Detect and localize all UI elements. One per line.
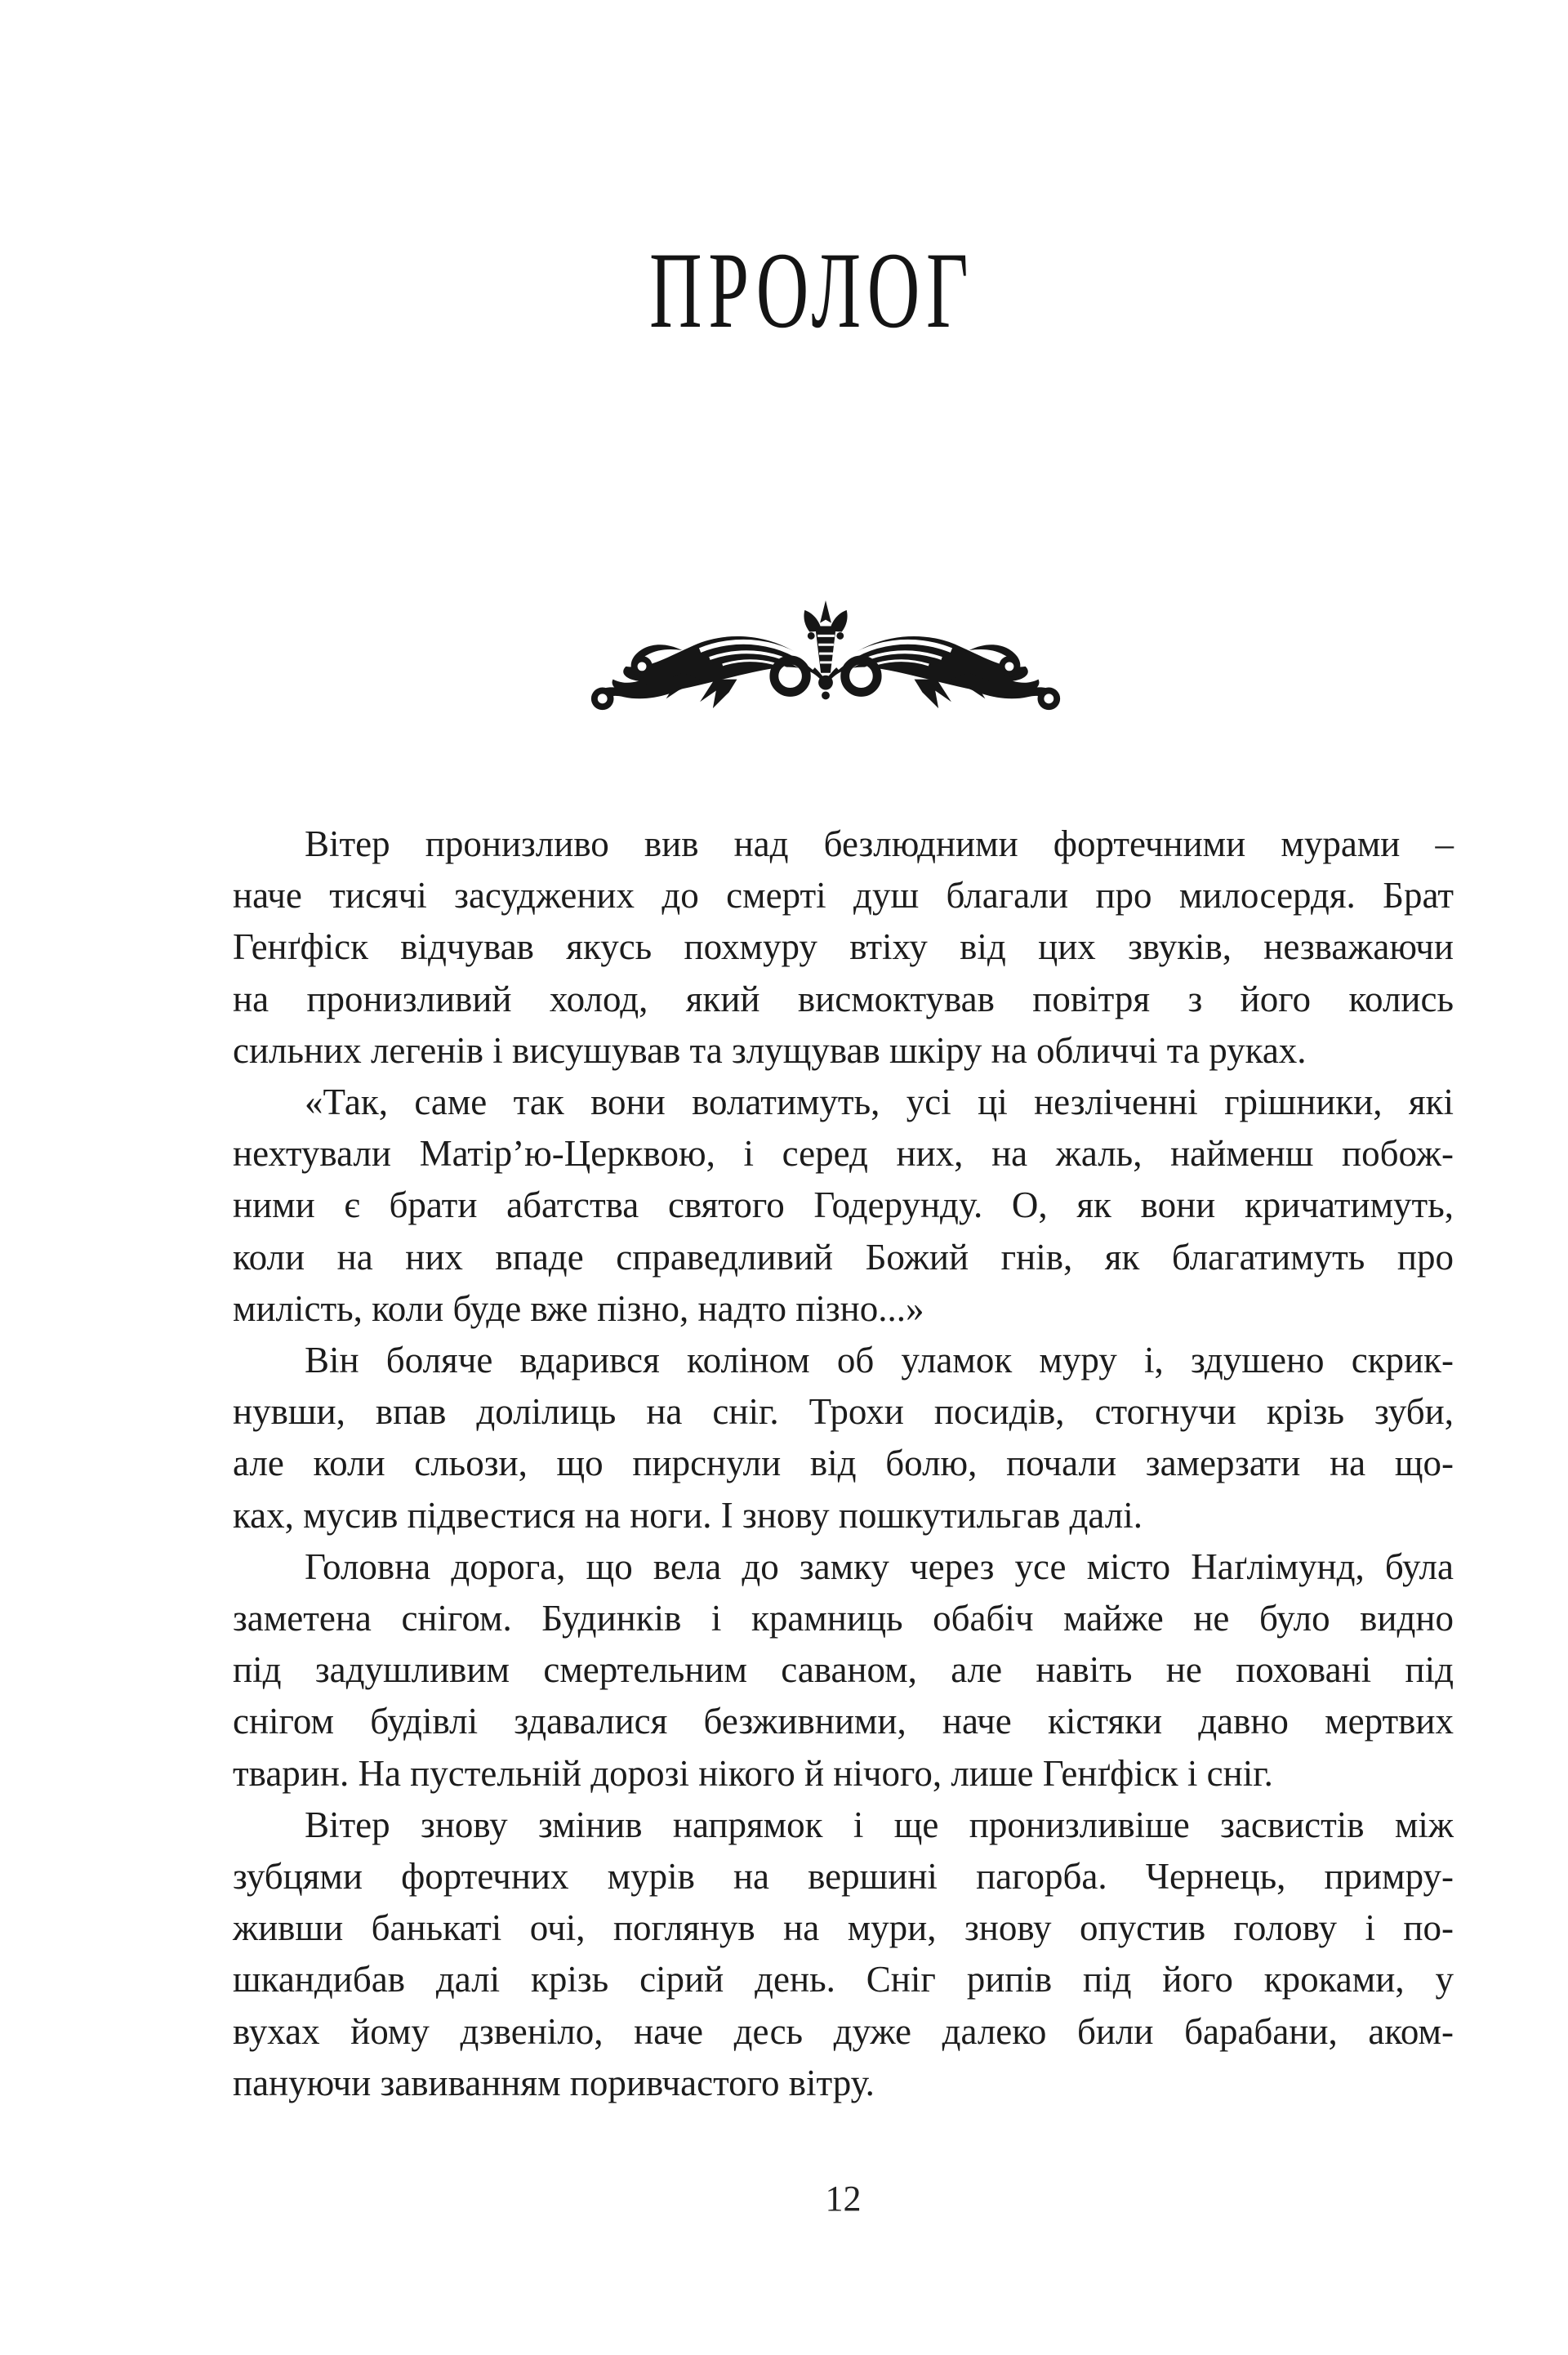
text-line: зубцями фортечних мурів на вершині пагорба. Чернець, примру- <box>233 1856 1454 1898</box>
text-line: наче тисячі засуджених до смерті душ благали про милосердя. Брат <box>233 875 1454 917</box>
paragraph <box>233 1335 1454 1541</box>
text-line: живши банькаті очі, поглянув на мури, знову опустив голову і по- <box>233 1907 1454 1949</box>
text-line: Генґфіск відчував якусь похмуру втіху від цих звуків, незважаючи <box>233 926 1454 968</box>
body-text <box>233 818 1454 2109</box>
paragraph <box>233 1541 1454 1800</box>
text-line: Він боляче вдарився коліном об уламок муру і, здушено скрик- <box>305 1340 1454 1381</box>
paragraph <box>233 818 1454 1077</box>
text-line: нехтували Матір’ю-Церквою, і серед них, на жаль, найменш побож- <box>233 1133 1454 1175</box>
paragraph <box>233 1800 1454 2109</box>
text-line: ними є брати абатства святого Годерунду. О, як вони кричатимуть, <box>233 1184 1454 1226</box>
text-line: «Так, саме так вони волатимуть, усі ці незліченні грішники, які <box>305 1082 1454 1123</box>
text-line: милість, коли буде вже пізно, надто пізно...» <box>233 1287 924 1329</box>
page-title: ПРОЛОГ <box>648 230 975 350</box>
text-line: коли на них впаде справедливий Божий гнів, як благатимуть про <box>233 1236 1454 1278</box>
paragraph <box>233 1077 1454 1335</box>
page-number: 12 <box>825 2179 862 2219</box>
text-line: снігом будівлі здавалися безживними, наче кістяки давно мертвих <box>233 1701 1454 1742</box>
text-line: тварин. На пустельній дорозі нікого й нічого, лише Генґфіск і сніг. <box>233 1752 1273 1794</box>
chapter-title-wrap <box>0 227 1568 353</box>
text-line: але коли сльози, що пирснули від болю, почали замерзати на що- <box>233 1443 1454 1484</box>
text-line: вухах йому дзвеніло, наче десь дуже далеко били барабани, аком- <box>233 2010 1454 2052</box>
text-line: сильних легенів і висушував та злущував шкіру на обличчі та руках. <box>233 1029 1307 1071</box>
text-line: Вітер пронизливо вив над безлюдними фортечними мурами – <box>305 823 1454 864</box>
text-line: пануючи завиванням поривчастого вітру. <box>233 2062 875 2103</box>
decorative-flourish-icon <box>576 599 1076 720</box>
text-line: заметена снігом. Будинків і крамниць обабіч майже не було видно <box>233 1598 1454 1639</box>
text-line: ках, мусив підвестися на ноги. І знову пошкутильгав далі. <box>233 1494 1143 1536</box>
text-line: шкандибав далі крізь сірий день. Сніг рипів під його кроками, у <box>233 1959 1454 2000</box>
text-line: на пронизливий холод, який висмоктував повітря з його колись <box>233 978 1454 1019</box>
text-line: нувши, впав долілиць на сніг. Трохи посидів, стогнучи крізь зуби, <box>233 1391 1454 1433</box>
text-line: Вітер знову змінив напрямок і ще пронизливіше засвистів між <box>305 1804 1454 1845</box>
text-line: Головна дорога, що вела до замку через усе місто Наґлімунд, була <box>305 1545 1454 1587</box>
text-line: під задушливим смертельним саваном, але навіть не поховані під <box>233 1649 1454 1691</box>
